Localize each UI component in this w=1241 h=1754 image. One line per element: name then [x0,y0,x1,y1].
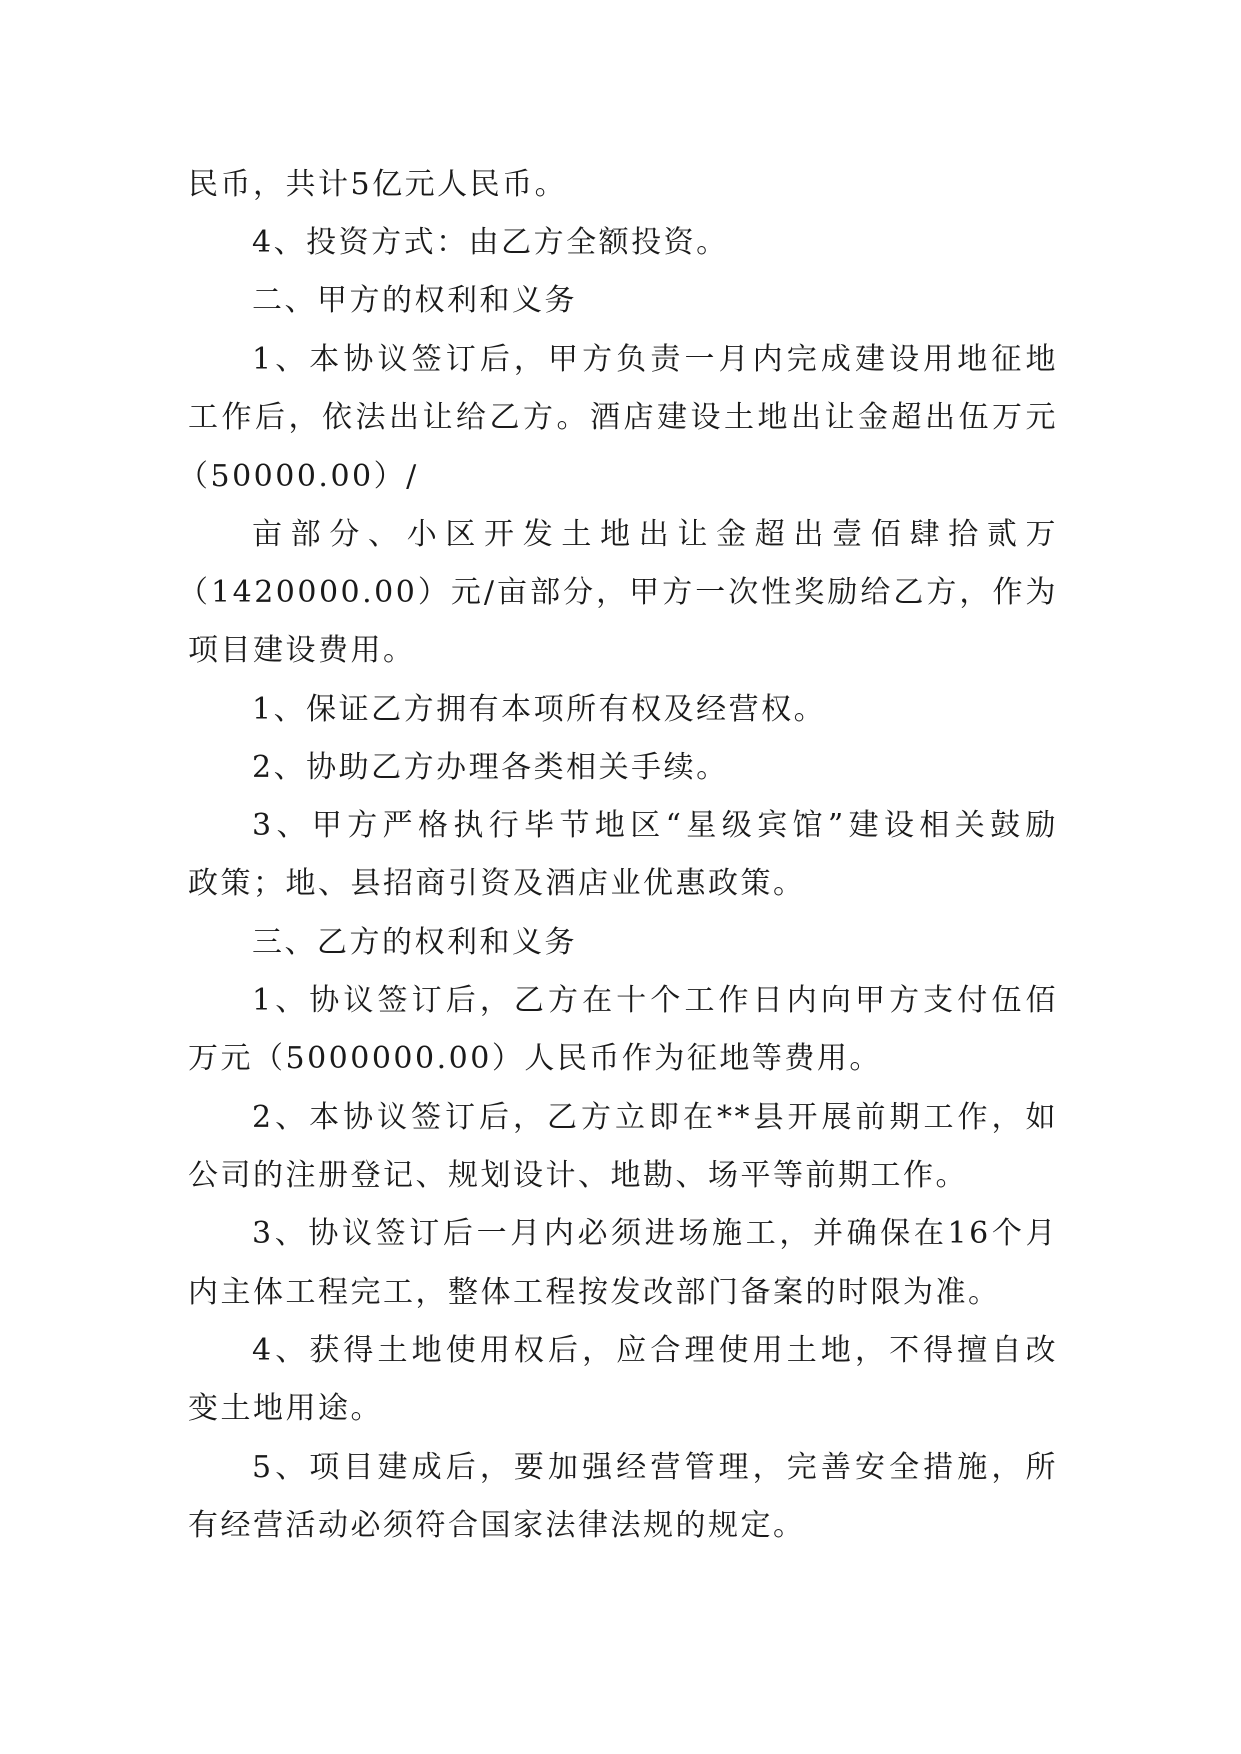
text-line: 内主体工程完工，整体工程按发改部门备案的时限为准。 [188,1275,1001,1310]
text-line: 4、投资方式：由乙方全额投资。 [252,225,729,260]
text-line: 亩部分、小区开发土地出让金超出壹佰肆拾贰万 [252,517,1058,552]
text-line: 万元（5000000.00）人民币作为征地等费用。 [188,1041,882,1076]
text-line: （50000.00）/ [178,459,419,494]
text-line: 变土地用途。 [188,1391,383,1426]
section-heading: 二、甲方的权利和义务 [252,283,577,318]
text-line: 1、协议签订后，乙方在十个工作日内向甲方支付伍佰 [252,983,1058,1018]
text-line: （1420000.00）元/亩部分，甲方一次性奖励给乙方，作为 [178,575,1058,610]
text-line: 政策；地、县招商引资及酒店业优惠政策。 [188,866,806,901]
text-line: 1、本协议签订后，甲方负责一月内完成建设用地征地 [252,342,1058,377]
text-line: 3、协议签订后一月内必须进场施工，并确保在16个月 [252,1216,1058,1251]
section-heading: 三、乙方的权利和义务 [252,925,577,960]
text-line: 4、获得土地使用权后，应合理使用土地，不得擅自改 [252,1333,1058,1368]
text-line: 2、协助乙方办理各类相关手续。 [252,750,729,785]
text-line: 公司的注册登记、规划设计、地勘、场平等前期工作。 [188,1158,968,1193]
text-line: 5、项目建成后，要加强经营管理，完善安全措施，所 [252,1450,1058,1485]
text-line: 民币，共计5亿元人民币。 [188,167,568,202]
text-line: 3、甲方严格执行毕节地区“星级宾馆”建设相关鼓励 [252,808,1058,843]
text-line: 项目建设费用。 [188,633,416,668]
text-line: 2、本协议签订后，乙方立即在**县开展前期工作，如 [252,1100,1058,1135]
text-line: 1、保证乙方拥有本项所有权及经营权。 [252,692,827,727]
text-line: 工作后，依法出让给乙方。酒店建设土地出让金超出伍万元 [188,400,1058,435]
text-line: 有经营活动必须符合国家法律法规的规定。 [188,1508,806,1543]
